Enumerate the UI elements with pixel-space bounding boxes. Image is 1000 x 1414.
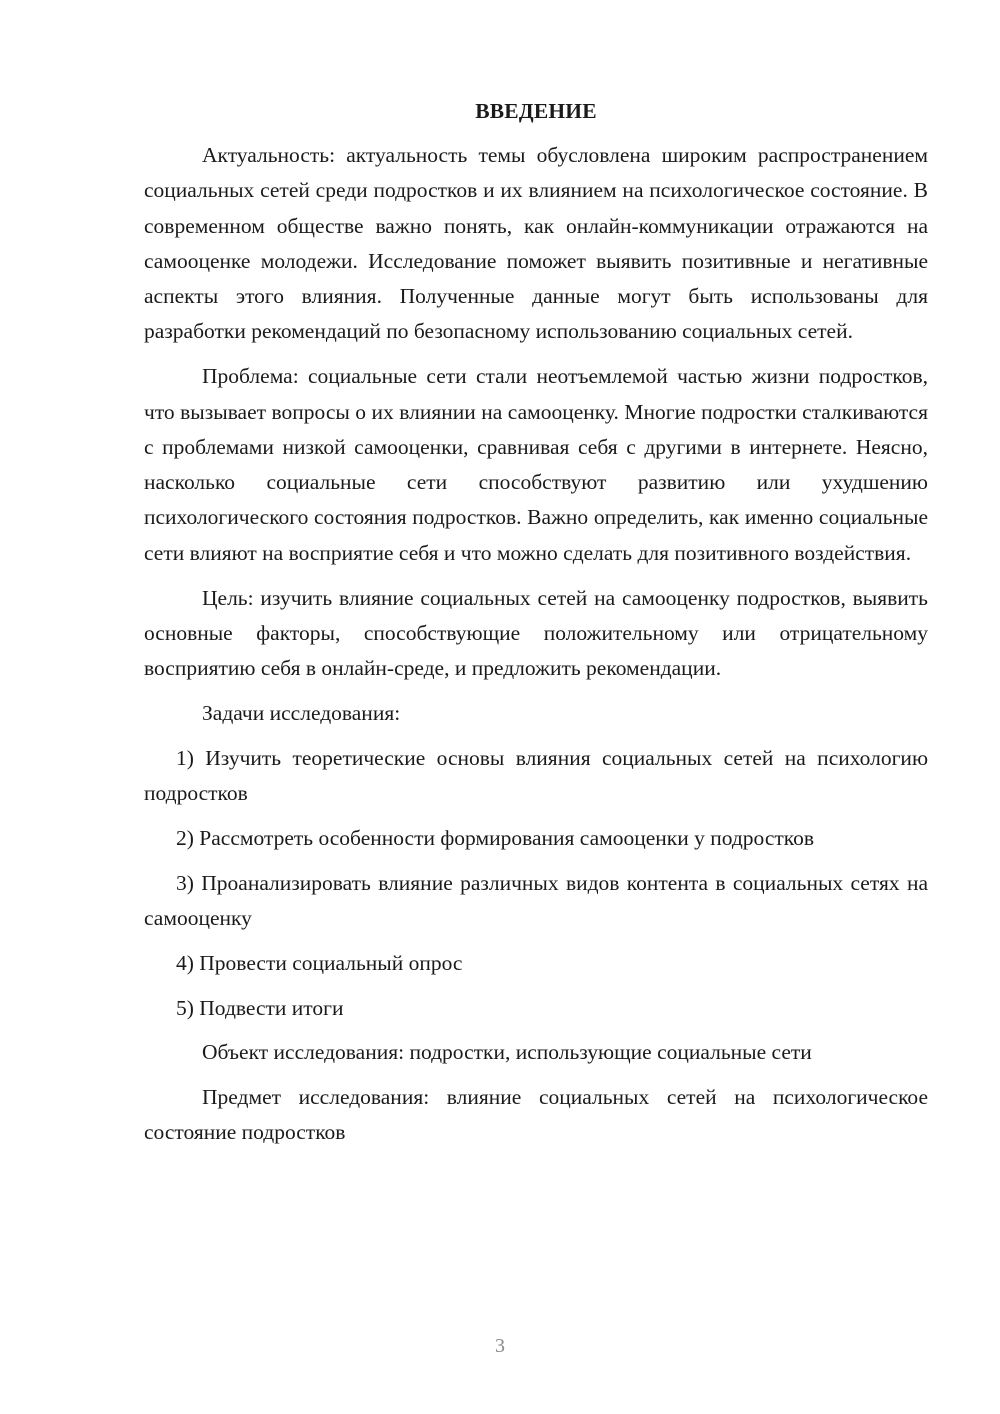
relevance-paragraph: Актуальность: актуальность темы обусловлена широким распространением социальных сетей среди подростков и их влиянием на психологическое состояние. В современном обществе важно понять, как онлайн-коммуникации отражаются на самооценке молодежи. Исследование поможет выявить позитивные и негативные аспекты этого влияния. Полученные данные могут быть использованы для разработки рекомендаций по безопасному использованию социальных сетей. [144, 143, 928, 344]
task-item-1: 1) Изучить теоретические основы влияния социальных сетей на психологию подростков [144, 745, 928, 806]
goal-paragraph: Цель: изучить влияние социальных сетей на самооценку подростков, выявить основные факторы, способствующие положительному или отрицательному восприятию себя в онлайн-среде, и предложить рекомендации. [144, 585, 928, 681]
tasks-heading: Задачи исследования: [202, 700, 401, 725]
task-item-5: 5) Подвести итоги [176, 995, 344, 1020]
problem-paragraph: Проблема: социальные сети стали неотъемлемой частью жизни подростков, что вызывает вопросы о их влиянии на самооценку. Многие подростки сталкиваются с проблемами низкой самооценки, сравнивая себя с другими в интернете. Неясно, насколько социальные сети способствуют развитию или ухудшению психологического состояния подростков. Важно определить, как именно социальные сети влияют на восприятие себя и что можно сделать для позитивного воздействия. [144, 364, 928, 565]
document-page [144, 96, 928, 1160]
task-item-2: 2) Рассмотреть особенности формирования самооценки у подростков [176, 825, 815, 850]
research-object-paragraph: Объект исследования: подростки, использующие социальные сети [202, 1040, 812, 1065]
page-title: ВВЕДЕНИЕ [475, 99, 597, 123]
task-item-4: 4) Провести социальный опрос [176, 950, 463, 975]
task-item-3: 3) Проанализировать влияние различных видов контента в социальных сетях на самооценку [144, 870, 928, 930]
research-subject-paragraph: Предмет исследования: влияние социальных сетей на психологическое состояние подростков [144, 1085, 928, 1145]
page-number: 3 [495, 1335, 505, 1357]
